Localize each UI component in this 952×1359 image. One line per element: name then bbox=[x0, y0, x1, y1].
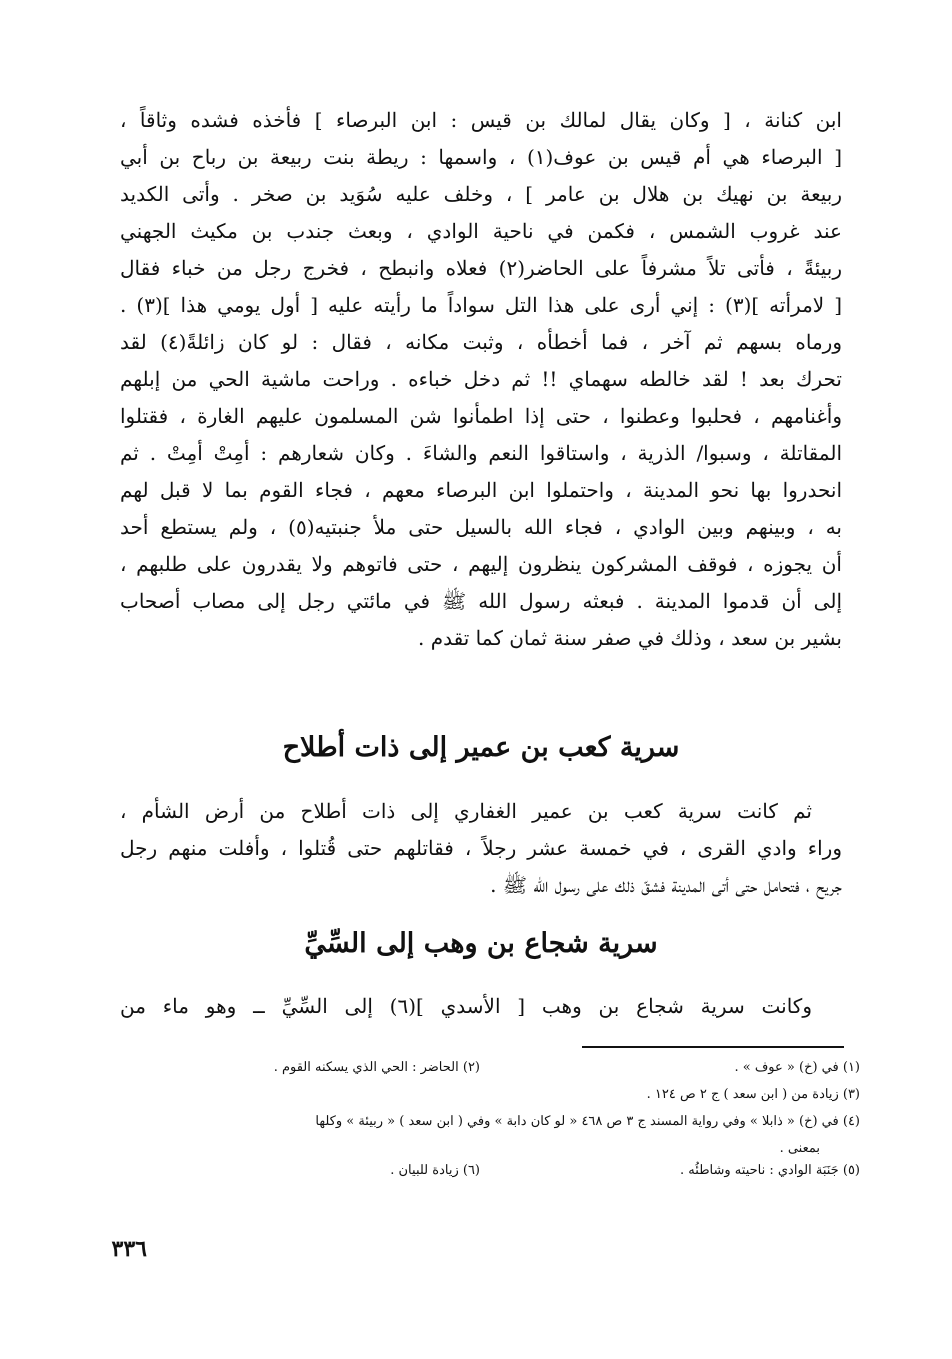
page-number: ٣٣٦ bbox=[111, 1236, 147, 1262]
section-heading: سرية شجاع بن وهب إلى السِّيِّ bbox=[304, 928, 658, 959]
text-line: [ البرصاء هي أم قيس بن عوف(١) ، واسمها : ريطة بنت ربيعة بن رباح بن أبي bbox=[120, 145, 842, 169]
text-line: ابن كنانة ، [ وكان يقال لمالك بن قيس : ابن البرصاء ] فأخذه فشده وثاقاً ، bbox=[120, 108, 842, 132]
footnote: (٦) زيادة للبيان . bbox=[390, 1163, 480, 1178]
text-line: وراء وادي القرى ، في خمسة عشر رجلاً ، فقاتلهم حتى قُتلوا ، وأفلت منهم رجل bbox=[120, 836, 842, 860]
footnote-row bbox=[120, 1054, 860, 1081]
footnote: (٢) الحاضر : الحي الذي يسكنه القوم . bbox=[273, 1060, 480, 1075]
footnote-divider bbox=[582, 1046, 844, 1048]
footnotes bbox=[120, 1054, 860, 1184]
text-line: عند غروب الشمس ، فكمن في ناحية الوادي ، وبعث جندب بن مكيث الجهني bbox=[120, 219, 842, 243]
text-line: المقاتلة ، وسبوا/ الذرية ، واستاقوا النعم والشاءَ . وكان شعارهم : أمِتْ أمِتْ . ثم bbox=[120, 441, 842, 465]
section-paragraph bbox=[120, 988, 842, 1025]
text-line: وكانت سرية شجاع بن وهب [ الأسدي ](٦) إلى السِّيِّ ــ وهو ماء من bbox=[120, 994, 812, 1018]
footnote: (٥) جَنَبَة الوادي : ناحيته وشاطئُه . bbox=[680, 1163, 860, 1178]
section-paragraph bbox=[120, 793, 842, 904]
section-heading: سرية كعب بن عمير إلى ذات أطلاح bbox=[282, 732, 680, 763]
text-line: إلى أن قدموا المدينة . فبعثه رسول الله ﷺ في مائتي رجل إلى مصاب أصحاب bbox=[120, 589, 842, 613]
main-paragraph bbox=[120, 102, 842, 657]
text-line: ربيئةً ، فأتى تلاً مشرفاً على الحاضر(٢) فعلاه وانبطح ، فخرج رجل من خباء فقال bbox=[120, 256, 842, 280]
text-line: به ، وبينهم وبين الوادي ، فجاء الله بالسيل حتى ملأ جنبتيه(٥) ، ولم يستطع أحد bbox=[120, 515, 842, 539]
text-line: جريح ، فتحامل حتى أتى المدينة فشقّ ذلك على رسول الله ﷺ . bbox=[490, 873, 842, 897]
text-line: [ لامرأته ](٣) : إني أرى على هذا التل سواداً ما رأيته عليه [ أول يومي هذا ](٣) . bbox=[120, 293, 842, 317]
text-line: ربيعة بن نهيك بن هلال بن عامر ] ، وخلف عليه سُوَيد بن صخر . وأتى الكديد bbox=[120, 182, 842, 206]
footnote: (١) في (خ) « عوف » . bbox=[734, 1060, 860, 1075]
text-line: ورماه بسهم ثم آخر ، فما أخطأه ، وثبت مكانه ، فقال : لو كان زائلةً(٤) لقد bbox=[120, 330, 842, 354]
footnote: (٣) زيادة من ( ابن سعد ) ج ٢ ص ١٢٤ . bbox=[646, 1087, 860, 1102]
footnote-row bbox=[120, 1157, 860, 1184]
text-line: بشير بن سعد ، وذلك في صفر سنة ثمان كما تقدم . bbox=[418, 626, 842, 650]
footnote: (٤) في (خ) « ذابلا » وفي رواية المسند ج ٣ ص ٤٦٨ « لو كان دابة » وفي ( ابن سعد ) « ربيئة » وكلها bbox=[315, 1114, 860, 1129]
footnote-continuation: بمعنى . bbox=[779, 1141, 820, 1156]
text-line: تحرك بعد ! لقد خالطه سهماي !! ثم دخل خباءه . وراحت ماشية الحي من إبلهم bbox=[120, 367, 842, 391]
text-line: ثم كانت سرية كعب بن عمير الغفاري إلى ذات أطلاح من أرض الشأم ، bbox=[120, 799, 812, 823]
text-line: وأغنامهم ، فحلبوا وعطنوا ، حتى إذا اطمأنوا شن المسلمون عليهم الغارة ، فقتلوا bbox=[120, 404, 842, 428]
text-line: انحدروا بها نحو المدينة ، واحتملوا ابن البرصاء معهم ، فجاء القوم بما لا قبل لهم bbox=[120, 478, 842, 502]
text-line: أن يجوزه ، فوقف المشركون ينظرون إليهم ، حتى فاتوهم ولا يقدرون على طلبهم ، bbox=[120, 552, 842, 576]
footnote-row bbox=[120, 1108, 860, 1135]
footnote-row bbox=[120, 1081, 860, 1108]
